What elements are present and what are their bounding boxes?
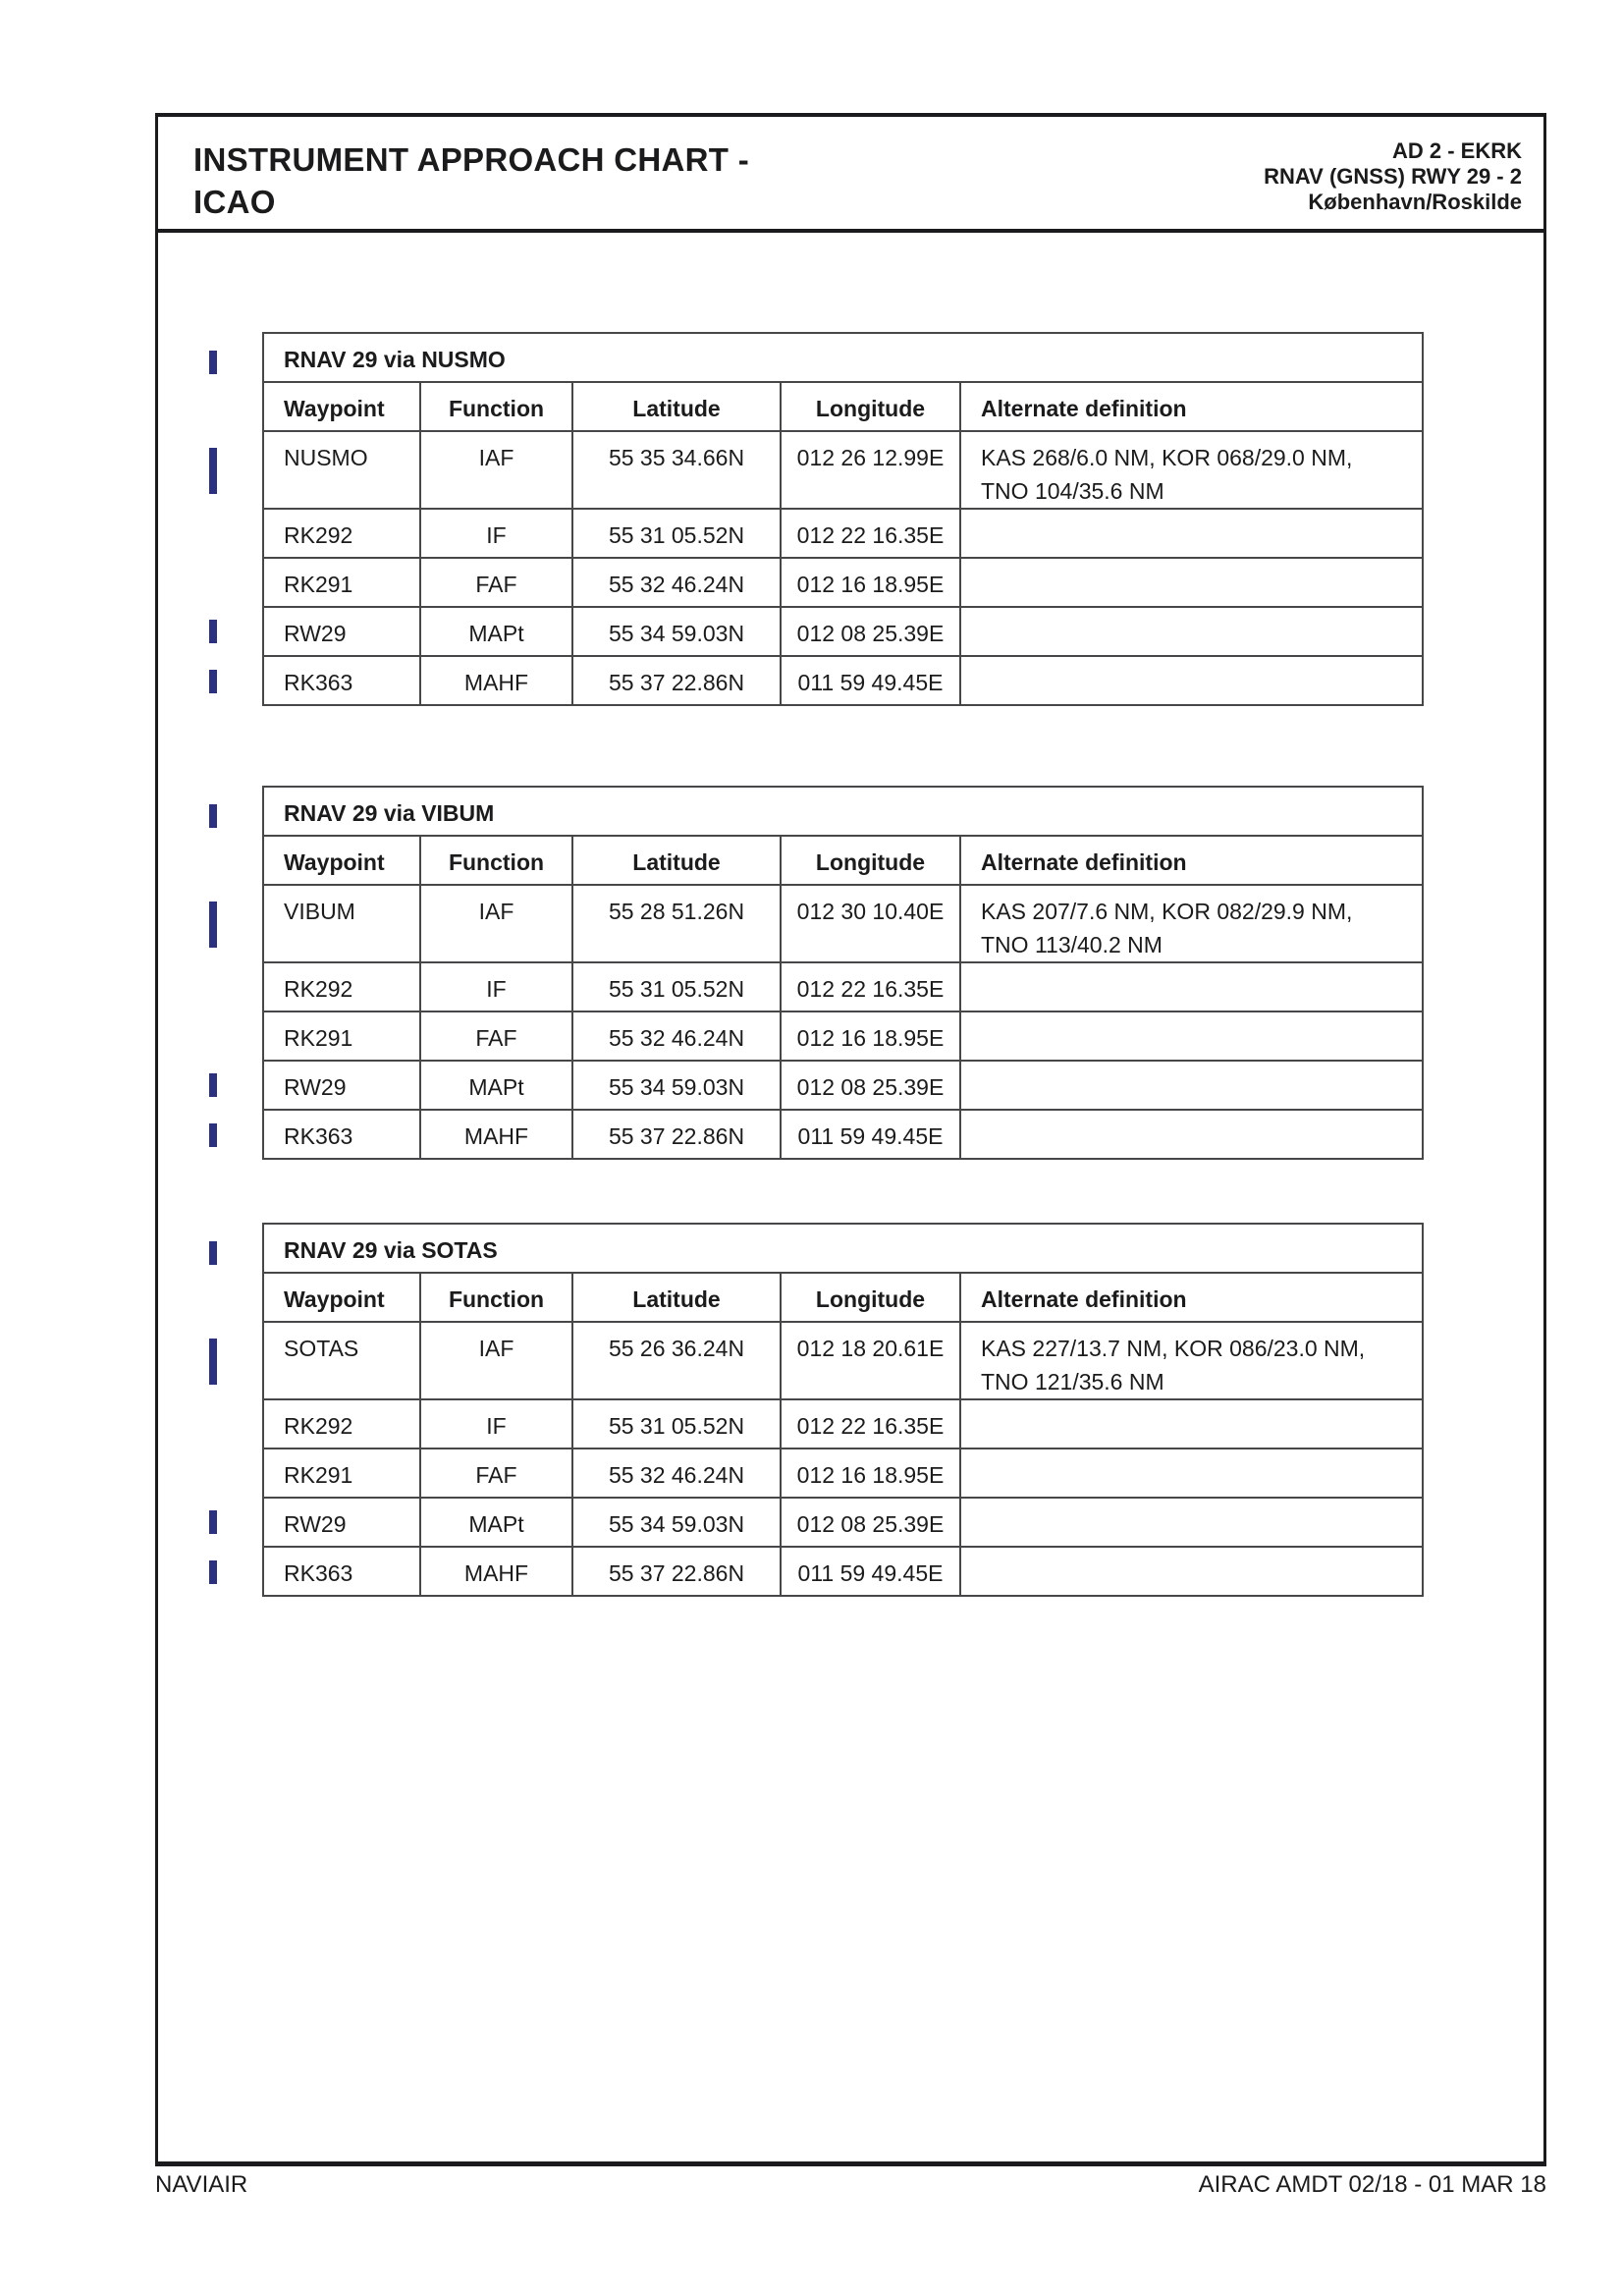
table-title: RNAV 29 via NUSMO <box>263 333 1423 382</box>
latitude-cell: 55 37 22.86N <box>572 1110 781 1159</box>
longitude-cell: 012 08 25.39E <box>781 1498 960 1547</box>
column-header-waypoint: Waypoint <box>263 382 420 431</box>
table-title: RNAV 29 via VIBUM <box>263 787 1423 836</box>
waypoint-cell: RK292 <box>263 509 420 558</box>
function-cell: IAF <box>420 1322 572 1399</box>
table-row <box>263 558 1423 607</box>
table-title-row <box>263 333 1423 382</box>
document-header <box>158 117 1543 233</box>
page-title-line1: INSTRUMENT APPROACH CHART - <box>193 141 750 178</box>
alternate-definition-cell <box>960 1011 1423 1061</box>
table-row <box>263 885 1423 962</box>
alternate-definition-cell <box>960 962 1423 1011</box>
function-cell: FAF <box>420 1449 572 1498</box>
alternate-definition-cell <box>960 1322 1423 1399</box>
column-header-latitude: Latitude <box>572 382 781 431</box>
function-cell: FAF <box>420 1011 572 1061</box>
longitude-cell: 012 08 25.39E <box>781 607 960 656</box>
waypoint-cell: RK363 <box>263 1547 420 1596</box>
column-header-latitude: Latitude <box>572 836 781 885</box>
column-header-alternate: Alternate definition <box>960 382 1423 431</box>
table-title-row <box>263 1224 1423 1273</box>
change-bar <box>209 1123 217 1147</box>
waypoint-table-vibum <box>262 786 1424 1160</box>
latitude-cell: 55 26 36.24N <box>572 1322 781 1399</box>
change-bar <box>209 670 217 693</box>
doc-ref-code: AD 2 - EKRK <box>1391 138 1522 163</box>
function-cell: FAF <box>420 558 572 607</box>
alternate-line: TNO 113/40.2 NM <box>981 932 1163 957</box>
change-bar <box>209 804 217 828</box>
longitude-cell: 012 16 18.95E <box>781 558 960 607</box>
alternate-definition-cell <box>960 558 1423 607</box>
doc-ref-procedure: RNAV (GNSS) RWY 29 - 2 <box>1264 164 1522 189</box>
alternate-definition-cell <box>960 1110 1423 1159</box>
function-cell: MAHF <box>420 1110 572 1159</box>
table-row <box>263 1449 1423 1498</box>
column-header-longitude: Longitude <box>781 836 960 885</box>
alternate-line: TNO 121/35.6 NM <box>981 1369 1164 1394</box>
alternate-definition-cell <box>960 1498 1423 1547</box>
table-header-row <box>263 1273 1423 1322</box>
longitude-cell: 012 16 18.95E <box>781 1449 960 1498</box>
alternate-definition-cell <box>960 607 1423 656</box>
function-cell: MAPt <box>420 1498 572 1547</box>
table-row <box>263 656 1423 705</box>
column-header-alternate: Alternate definition <box>960 1273 1423 1322</box>
function-cell: IF <box>420 962 572 1011</box>
alternate-definition-cell <box>960 1399 1423 1449</box>
column-header-waypoint: Waypoint <box>263 1273 420 1322</box>
column-header-function: Function <box>420 836 572 885</box>
latitude-cell: 55 37 22.86N <box>572 656 781 705</box>
waypoint-cell: RW29 <box>263 607 420 656</box>
table-header-row <box>263 382 1423 431</box>
alternate-line: TNO 104/35.6 NM <box>981 478 1164 504</box>
alternate-definition-cell <box>960 1547 1423 1596</box>
document-reference <box>1264 138 1522 215</box>
latitude-cell: 55 34 59.03N <box>572 607 781 656</box>
longitude-cell: 011 59 49.45E <box>781 1547 960 1596</box>
longitude-cell: 012 22 16.35E <box>781 962 960 1011</box>
longitude-cell: 011 59 49.45E <box>781 1110 960 1159</box>
column-header-waypoint: Waypoint <box>263 836 420 885</box>
table-row <box>263 1399 1423 1449</box>
latitude-cell: 55 28 51.26N <box>572 885 781 962</box>
alternate-definition-cell <box>960 885 1423 962</box>
column-header-longitude: Longitude <box>781 1273 960 1322</box>
table-row <box>263 607 1423 656</box>
function-cell: IAF <box>420 431 572 509</box>
column-header-latitude: Latitude <box>572 1273 781 1322</box>
table-row <box>263 1498 1423 1547</box>
waypoint-cell: RK291 <box>263 558 420 607</box>
column-header-alternate: Alternate definition <box>960 836 1423 885</box>
waypoint-cell: RK363 <box>263 1110 420 1159</box>
column-header-longitude: Longitude <box>781 382 960 431</box>
latitude-cell: 55 31 05.52N <box>572 1399 781 1449</box>
change-bar <box>209 1241 217 1265</box>
longitude-cell: 012 22 16.35E <box>781 509 960 558</box>
waypoint-cell: RW29 <box>263 1498 420 1547</box>
waypoint-table-sotas <box>262 1223 1424 1597</box>
doc-ref-location: København/Roskilde <box>1308 190 1522 214</box>
change-bar <box>209 448 217 494</box>
longitude-cell: 012 08 25.39E <box>781 1061 960 1110</box>
latitude-cell: 55 37 22.86N <box>572 1547 781 1596</box>
function-cell: MAHF <box>420 656 572 705</box>
longitude-cell: 012 26 12.99E <box>781 431 960 509</box>
change-bar <box>209 351 217 374</box>
function-cell: MAHF <box>420 1547 572 1596</box>
table-row <box>263 431 1423 509</box>
change-bar <box>209 1560 217 1584</box>
column-header-function: Function <box>420 382 572 431</box>
change-bar <box>209 902 217 948</box>
table-title: RNAV 29 via SOTAS <box>263 1224 1423 1273</box>
change-bar <box>209 1073 217 1097</box>
waypoint-table-nusmo <box>262 332 1424 706</box>
table-row <box>263 1061 1423 1110</box>
footer-publisher: NAVIAIR <box>155 2171 248 2198</box>
footer-amendment: AIRAC AMDT 02/18 - 01 MAR 18 <box>1198 2171 1546 2198</box>
latitude-cell: 55 34 59.03N <box>572 1061 781 1110</box>
function-cell: IAF <box>420 885 572 962</box>
function-cell: MAPt <box>420 607 572 656</box>
waypoint-cell: RK291 <box>263 1449 420 1498</box>
table-row <box>263 1322 1423 1399</box>
latitude-cell: 55 34 59.03N <box>572 1498 781 1547</box>
longitude-cell: 012 22 16.35E <box>781 1399 960 1449</box>
function-cell: IF <box>420 509 572 558</box>
change-bar <box>209 620 217 643</box>
waypoint-cell: NUSMO <box>263 431 420 509</box>
table-row <box>263 962 1423 1011</box>
waypoint-cell: RK292 <box>263 962 420 1011</box>
longitude-cell: 012 16 18.95E <box>781 1011 960 1061</box>
table-row <box>263 509 1423 558</box>
alternate-line: KAS 227/13.7 NM, KOR 086/23.0 NM, <box>981 1336 1366 1361</box>
table-header-row <box>263 836 1423 885</box>
table-row <box>263 1110 1423 1159</box>
waypoint-cell: RW29 <box>263 1061 420 1110</box>
waypoint-cell: RK291 <box>263 1011 420 1061</box>
latitude-cell: 55 32 46.24N <box>572 1011 781 1061</box>
page-title <box>193 138 749 223</box>
table-row <box>263 1547 1423 1596</box>
waypoint-cell: VIBUM <box>263 885 420 962</box>
longitude-cell: 012 18 20.61E <box>781 1322 960 1399</box>
longitude-cell: 012 30 10.40E <box>781 885 960 962</box>
column-header-function: Function <box>420 1273 572 1322</box>
latitude-cell: 55 32 46.24N <box>572 558 781 607</box>
alternate-definition-cell <box>960 509 1423 558</box>
alternate-line: KAS 268/6.0 NM, KOR 068/29.0 NM, <box>981 445 1353 470</box>
alternate-definition-cell <box>960 656 1423 705</box>
longitude-cell: 011 59 49.45E <box>781 656 960 705</box>
waypoint-cell: SOTAS <box>263 1322 420 1399</box>
function-cell: IF <box>420 1399 572 1449</box>
alternate-definition-cell <box>960 1449 1423 1498</box>
function-cell: MAPt <box>420 1061 572 1110</box>
latitude-cell: 55 32 46.24N <box>572 1449 781 1498</box>
alternate-line: KAS 207/7.6 NM, KOR 082/29.9 NM, <box>981 899 1353 924</box>
alternate-definition-cell <box>960 431 1423 509</box>
alternate-definition-cell <box>960 1061 1423 1110</box>
waypoint-cell: RK363 <box>263 656 420 705</box>
page-title-line2: ICAO <box>193 184 276 220</box>
latitude-cell: 55 35 34.66N <box>572 431 781 509</box>
latitude-cell: 55 31 05.52N <box>572 962 781 1011</box>
latitude-cell: 55 31 05.52N <box>572 509 781 558</box>
table-title-row <box>263 787 1423 836</box>
table-row <box>263 1011 1423 1061</box>
change-bar <box>209 1510 217 1534</box>
change-bar <box>209 1339 217 1385</box>
waypoint-cell: RK292 <box>263 1399 420 1449</box>
